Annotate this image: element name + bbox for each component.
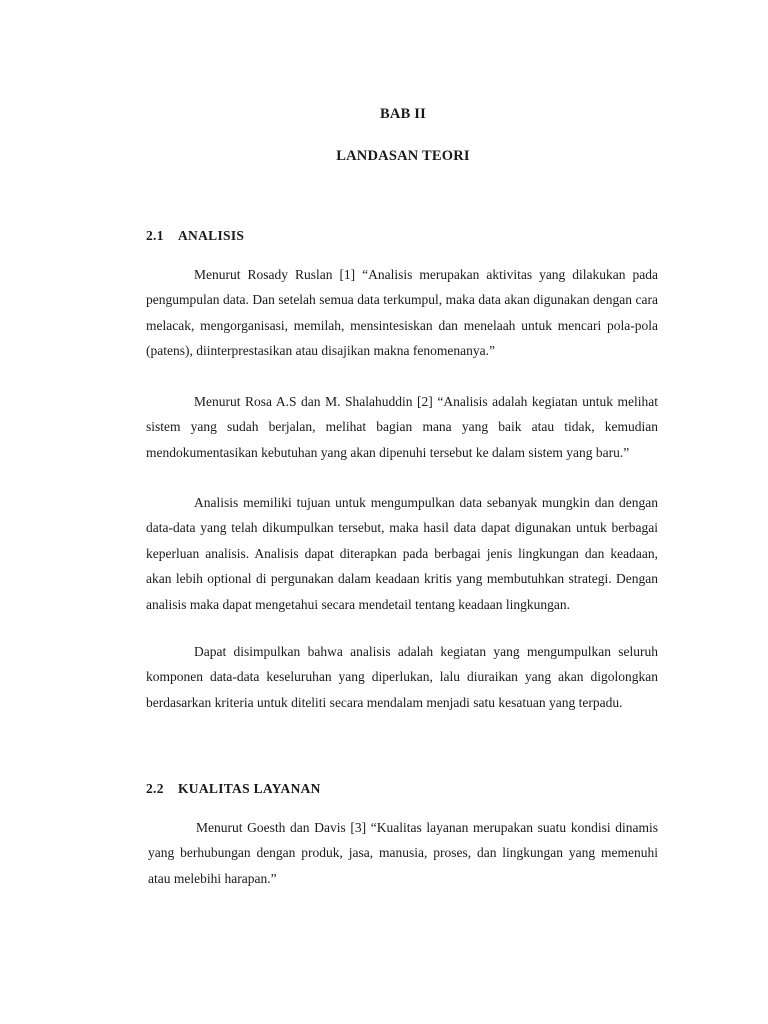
paragraph-rosady-ruslan: Menurut Rosady Ruslan [1] “Analisis merupakan aktivitas yang dilakukan pada pengumpulan data. Dan setelah semua data terkumpul, maka data akan digunakan dengan cara melacak, mengorganisasi, memilah, mensintesiskan dan menelaah untuk mencari pola-pola (patens), diinterprestasikan atau disajikan makna fenomenanya.” — [146, 267, 658, 359]
section-heading-kualitas-layanan — [146, 781, 321, 797]
chapter-number: BAB II — [380, 106, 426, 122]
section-number: 2.1 — [146, 228, 164, 243]
paragraph-goesth-davis: Menurut Goesth dan Davis [3] “Kualitas layanan merupakan suatu kondisi dinamis yang berhubungan dengan produk, jasa, manusia, proses, dan lingkungan yang memenuhi atau melebihi harapan.” — [148, 820, 658, 886]
section-title: ANALISIS — [178, 228, 245, 243]
section-title: KUALITAS LAYANAN — [178, 781, 321, 796]
section-number: 2.2 — [146, 781, 164, 796]
paragraph-kesimpulan: Dapat disimpulkan bahwa analisis adalah kegiatan yang mengumpulkan seluruh komponen data-data keseluruhan yang diperlukan, lalu diuraikan yang akan digolongkan berdasarkan kriteria untuk diteliti secara mendalam menjadi satu kesatuan yang terpadu. — [146, 644, 658, 710]
chapter-title: LANDASAN TEORI — [336, 148, 470, 164]
paragraph-rosa-shalahuddin: Menurut Rosa A.S dan M. Shalahuddin [2] “Analisis adalah kegiatan untuk melihat sistem yang sudah berjalan, melihat bagian mana yang baik atau tidak, kemudian mendokumentasikan kebutuhan yang akan dipenuhi tersebut ke dalam sistem yang baru.” — [146, 394, 658, 460]
section-heading-analisis — [146, 228, 244, 244]
paragraph-tujuan-analisis: Analisis memiliki tujuan untuk mengumpulkan data sebanyak mungkin dan dengan data-data yang telah dikumpulkan tersebut, maka hasil data dapat digunakan untuk berbagai keperluan analisis. Analisis dapat diterapkan pada berbagai jenis lingkungan dan keadaan, akan lebih optional di pergunakan dalam keadaan kritis yang membutuhkan strategi. Dengan analisis maka dapat mengetahui secara mendetail tentang keadaan lingkungan. — [146, 495, 658, 612]
